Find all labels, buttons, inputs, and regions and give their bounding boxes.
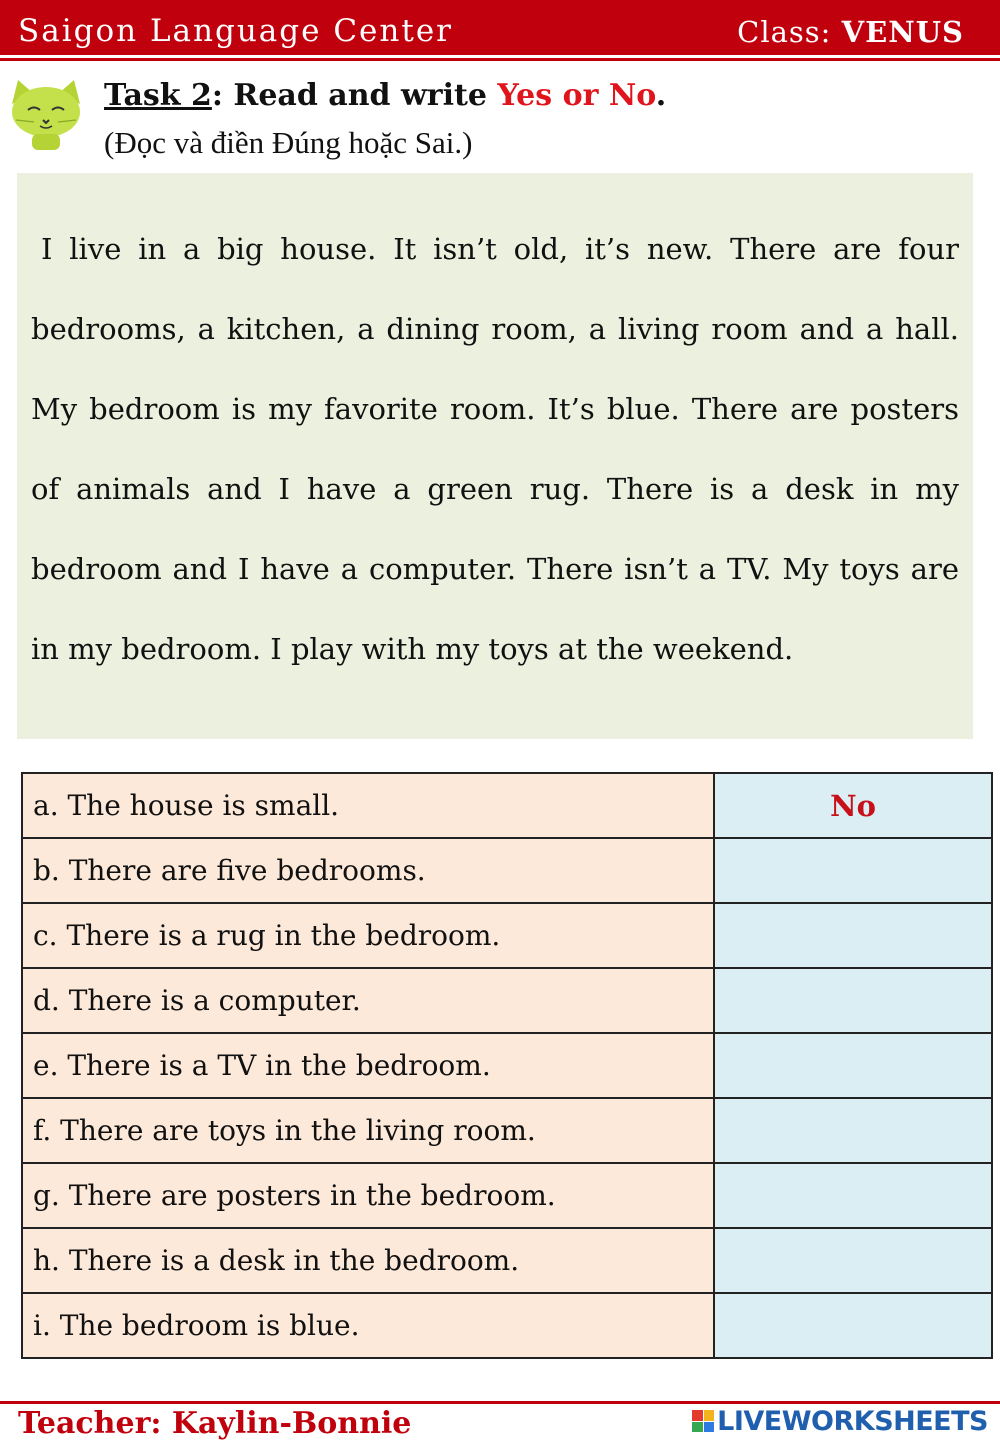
table-row <box>22 838 992 903</box>
task-title-end: . <box>655 78 667 113</box>
question-text: c. There is a rug in the bedroom. <box>22 903 714 968</box>
table-row <box>22 1228 992 1293</box>
question-text: d. There is a computer. <box>22 968 714 1033</box>
table-row <box>22 773 992 838</box>
passage-text: I live in a big house. It isn’t old, it’s new. There are four bedrooms, a kitchen, a dining room, a living room and a hall. My bedroom is my favorite room. It’s blue. There are posters of animals and I have a green rug. There is a desk in my bedroom and I have a computer. There isn’t a TV. My toys are in my bedroom. I play with my toys at the weekend. <box>31 232 959 666</box>
answer-input[interactable] <box>714 903 992 968</box>
answer-input[interactable] <box>714 968 992 1033</box>
reading-passage <box>17 173 973 739</box>
school-name: Saigon Language Center <box>18 13 453 49</box>
answer-input[interactable] <box>714 1033 992 1098</box>
liveworksheets-logo[interactable] <box>692 1406 988 1436</box>
footer-divider <box>0 1401 1000 1404</box>
question-text: h. There is a desk in the bedroom. <box>22 1228 714 1293</box>
question-table <box>21 772 993 1359</box>
cat-mascot-icon <box>6 74 86 154</box>
class-prefix: Class: <box>737 15 842 49</box>
question-text: a. The house is small. <box>22 773 714 838</box>
answer-input[interactable] <box>714 1163 992 1228</box>
class-name: VENUS <box>841 15 964 49</box>
table-row <box>22 1033 992 1098</box>
question-text: e. There is a TV in the bedroom. <box>22 1033 714 1098</box>
header-bar <box>0 0 1000 55</box>
task-number: Task 2 <box>104 78 212 113</box>
task-title-highlight: Yes or No <box>497 78 656 113</box>
class-label <box>737 15 964 49</box>
answer-input[interactable] <box>714 1098 992 1163</box>
question-text: b. There are five bedrooms. <box>22 838 714 903</box>
answer-input[interactable]: No <box>714 773 992 838</box>
question-text: g. There are posters in the bedroom. <box>22 1163 714 1228</box>
question-text: i. The bedroom is blue. <box>22 1293 714 1358</box>
answer-input[interactable] <box>714 1293 992 1358</box>
answer-input[interactable] <box>714 838 992 903</box>
task-title <box>104 78 666 113</box>
teacher-name: Teacher: Kaylin-Bonnie <box>18 1406 412 1441</box>
liveworksheets-icon <box>692 1410 714 1432</box>
table-row <box>22 1163 992 1228</box>
table-row <box>22 903 992 968</box>
task-subtitle: (Đọc và điền Đúng hoặc Sai.) <box>104 125 473 160</box>
task-title-mid: : Read and write <box>211 78 498 113</box>
question-text: f. There are toys in the living room. <box>22 1098 714 1163</box>
table-row <box>22 1293 992 1358</box>
table-row <box>22 1098 992 1163</box>
brand-text: LIVEWORKSHEETS <box>717 1405 988 1437</box>
table-row <box>22 968 992 1033</box>
header-divider <box>0 58 1000 61</box>
answer-input[interactable] <box>714 1228 992 1293</box>
